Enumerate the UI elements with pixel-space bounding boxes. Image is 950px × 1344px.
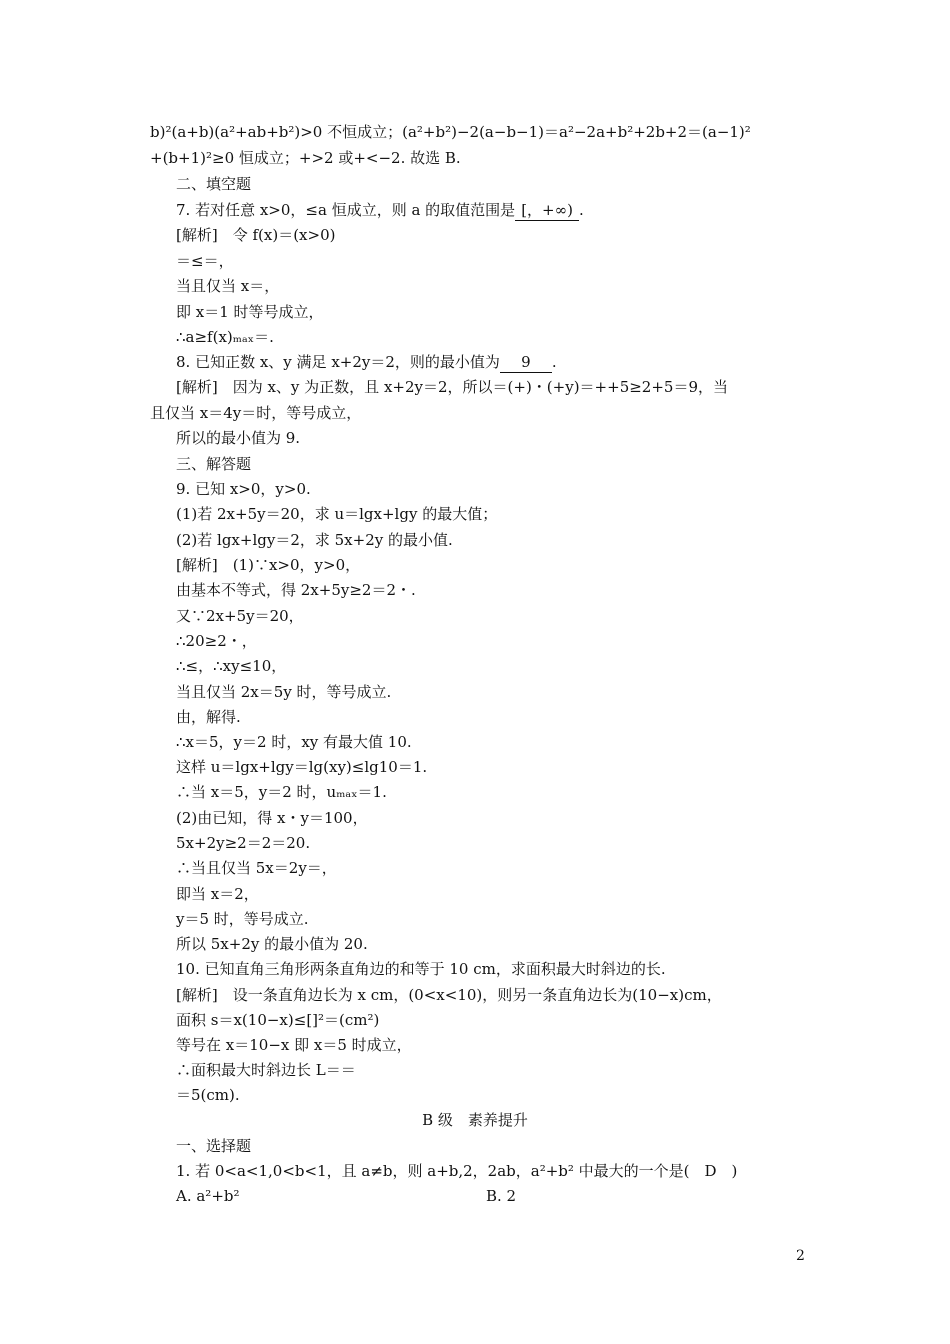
text-line: ∴当且仅当 5x＝2y＝，: [176, 859, 337, 877]
text-line: ∴20≥2・，: [176, 632, 257, 650]
text-line: 这样 u＝lgx+lgy＝lg(xy)≤lg10＝1.: [176, 758, 428, 776]
text-line: 9. 已知 x>0，y>0.: [176, 480, 311, 498]
answer-blank: 9: [500, 352, 552, 373]
text-line: +(b+1)²≥0 恒成立；+>2 或+<−2. 故选 B.: [150, 149, 461, 167]
text-line: 由，解得.: [176, 708, 241, 726]
text-line: 即 x＝1 时等号成立，: [176, 303, 324, 321]
text-line: 由基本不等式，得 2x+5y≥2＝2・.: [176, 581, 416, 599]
text-line: 5x+2y≥2＝2＝20.: [176, 834, 311, 852]
question-text: 7. 若对任意 x>0，≤a 恒成立，则 a 的取值范围是: [176, 201, 516, 219]
text-line: 当且仅当 2x＝5y 时，等号成立.: [176, 683, 392, 701]
text-line: [解析] 令 f(x)＝(x>0): [176, 226, 336, 244]
text-line: ∴x＝5，y＝2 时，xy 有最大值 10.: [176, 733, 412, 751]
text-line: 且仅当 x＝4y＝时，等号成立，: [150, 404, 362, 422]
option-b: B. 2: [486, 1187, 517, 1205]
text-line: 等号在 x＝10−x 即 x＝5 时成立，: [176, 1036, 412, 1054]
text-line: 面积 s＝x(10−x)≤[]²＝(cm²): [176, 1011, 380, 1029]
text-line: 1. 若 0<a<1,0<b<1，且 a≠b，则 a+b,2，2ab，a²+b² 中最大的一个是( D ): [176, 1162, 738, 1180]
text-line: ∴面积最大时斜边长 L＝＝: [176, 1061, 356, 1079]
section-heading: 一、选择题: [176, 1137, 252, 1155]
section-heading: 二、填空题: [176, 175, 252, 193]
text-line: ∴a≥f(x)ₘₐₓ＝.: [176, 328, 274, 346]
text-line: ＝5(cm).: [176, 1086, 240, 1104]
text-line: [解析] (1)∵x>0，y>0，: [176, 556, 361, 574]
text-line: ∴当 x＝5，y＝2 时，uₘₐₓ＝1.: [176, 783, 387, 801]
question-text: 8. 已知正数 x、y 满足 x+2y＝2，则的最小值为: [176, 353, 500, 371]
text-line: 所以 5x+2y 的最小值为 20.: [176, 935, 368, 953]
section-heading: 三、解答题: [176, 455, 252, 473]
text-line: 所以的最小值为 9.: [176, 429, 301, 447]
text-line: 又∵2x+5y＝20，: [176, 607, 304, 625]
text-line: [解析] 因为 x、y 为正数，且 x+2y＝2，所以＝(+)・(+y)＝++5≥2+5＝9，当: [176, 378, 728, 396]
page-number: 2: [796, 1248, 805, 1264]
text-line: (2)由已知，得 x・y＝100，: [176, 809, 368, 827]
text-line: (1)若 2x+5y＝20，求 u＝lgx+lgy 的最大值；: [176, 505, 498, 523]
text-line: ＝≤＝，: [176, 252, 234, 270]
text-line: b)²(a+b)(a²+ab+b²)>0 不恒成立；(a²+b²)−2(a−b−1)＝a²−2a+b²+2b+2＝(a−1)²: [150, 123, 751, 141]
question-8: 8. 已知正数 x、y 满足 x+2y＝2，则的最小值为 9 .: [176, 353, 557, 371]
text-line: ∴≤，∴xy≤10，: [176, 657, 287, 675]
answer-blank: [，+∞): [515, 200, 579, 221]
text-line: [解析] 设一条直角边长为 x cm，(0<x<10)，则另一条直角边长为(10−x)cm，: [176, 986, 722, 1004]
text-line: y＝5 时，等号成立.: [176, 910, 309, 928]
question-7: 7. 若对任意 x>0，≤a 恒成立，则 a 的取值范围是 [，+∞) .: [176, 201, 584, 219]
text-line: 10. 已知直角三角形两条直角边的和等于 10 cm，求面积最大时斜边的长.: [176, 960, 666, 978]
text-line: 当且仅当 x＝，: [176, 277, 280, 295]
text-line: (2)若 lgx+lgy＝2，求 5x+2y 的最小值.: [176, 531, 453, 549]
section-title: B 级 素养提升: [422, 1111, 528, 1129]
option-a: A. a²+b²: [176, 1187, 240, 1205]
text-line: 即当 x＝2，: [176, 885, 259, 903]
